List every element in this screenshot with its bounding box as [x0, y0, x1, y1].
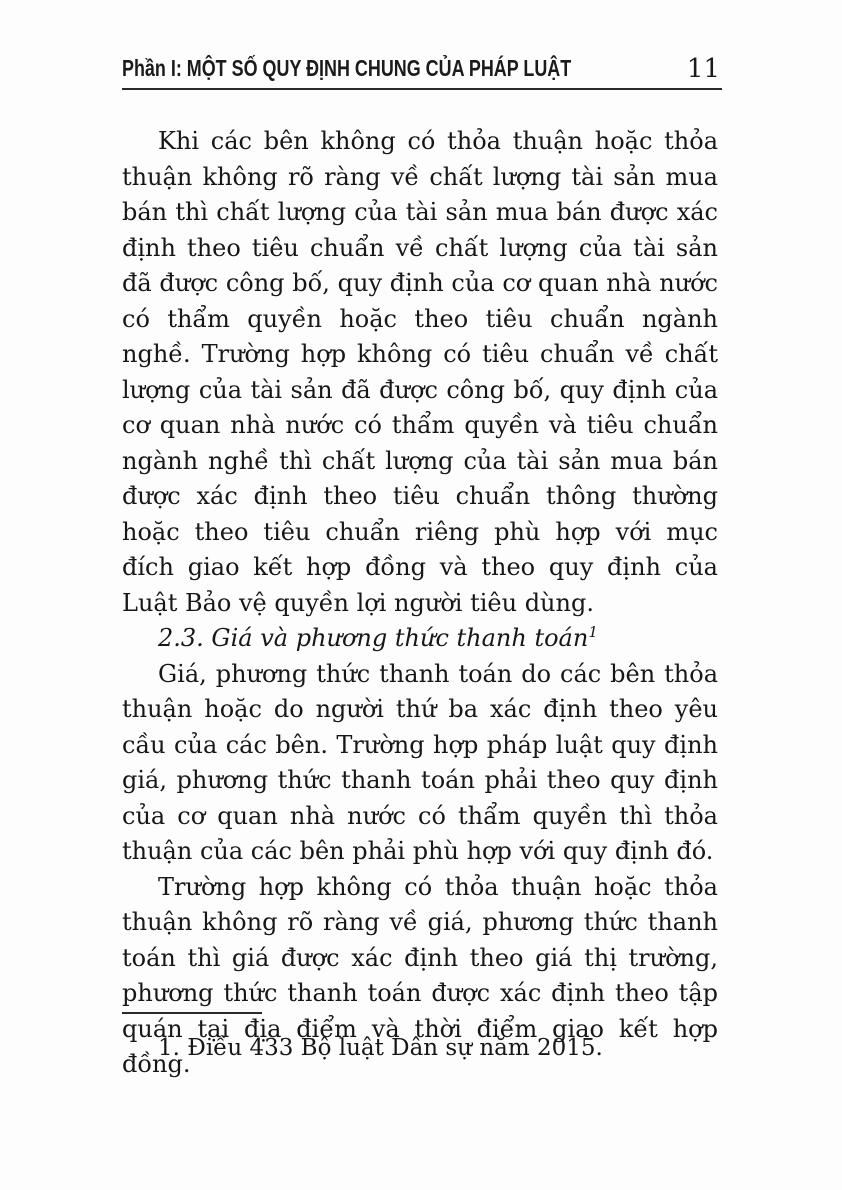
paragraph-price-default: Trường hợp không có thỏa thuận hoặc thỏa thuận không rõ ràng về giá, phương thức thanh toán thì giá được xác định theo giá thị trường, phương thức thanh toán được xác định theo tập quán tại địa điểm và thời điểm giao kết hợp đồng.: [122, 872, 718, 1078]
footnote-text: 1. Điều 433 Bộ luật Dân sự năm 2015.: [158, 1035, 603, 1061]
paragraph-price-agreement: Giá, phương thức thanh toán do các bên thỏa thuận hoặc do người thứ ba xác định theo yêu cầu của các bên. Trường hợp pháp luật quy định giá, phương thức thanh toán phải theo quy định của cơ quan nhà nước có thẩm quyền thì thỏa thuận của các bên phải phù hợp với quy định đó.: [122, 659, 718, 865]
footnote-reference-marker: 1: [588, 623, 598, 641]
paragraph-quality-rules: Khi các bên không có thỏa thuận hoặc thỏa thuận không rõ ràng về chất lượng tài sản mua bán thì chất lượng của tài sản mua bán được xác định theo tiêu chuẩn về chất lượng của tài sản đã được công bố, quy định của cơ quan nhà nước có thẩm quyền hoặc theo tiêu chuẩn ngành nghề. Trường hợp không có tiêu chuẩn về chất lượng của tài sản đã được công bố, quy định của cơ quan nhà nước có thẩm quyền và tiêu chuẩn ngành nghề thì chất lượng của tài sản mua bán được xác định theo tiêu chuẩn thông thường hoặc theo tiêu chuẩn riêng phù hợp với mục đích giao kết hợp đồng và theo quy định của Luật Bảo vệ quyền lợi người tiêu dùng.: [122, 127, 718, 617]
running-header: [122, 56, 722, 90]
footnote-area: [122, 1012, 718, 1064]
section-heading-text: 2.3. Giá và phương thức thanh toán: [158, 624, 589, 652]
footnote-separator-rule: [122, 1012, 262, 1014]
page-body: [122, 124, 718, 1083]
section-heading-2-3: [122, 621, 718, 657]
header-section-title: Phần I: MỘT SỐ QUY ĐỊNH CHUNG CỦA PHÁP LUẬT: [122, 55, 572, 81]
page-number: 11: [686, 54, 720, 84]
